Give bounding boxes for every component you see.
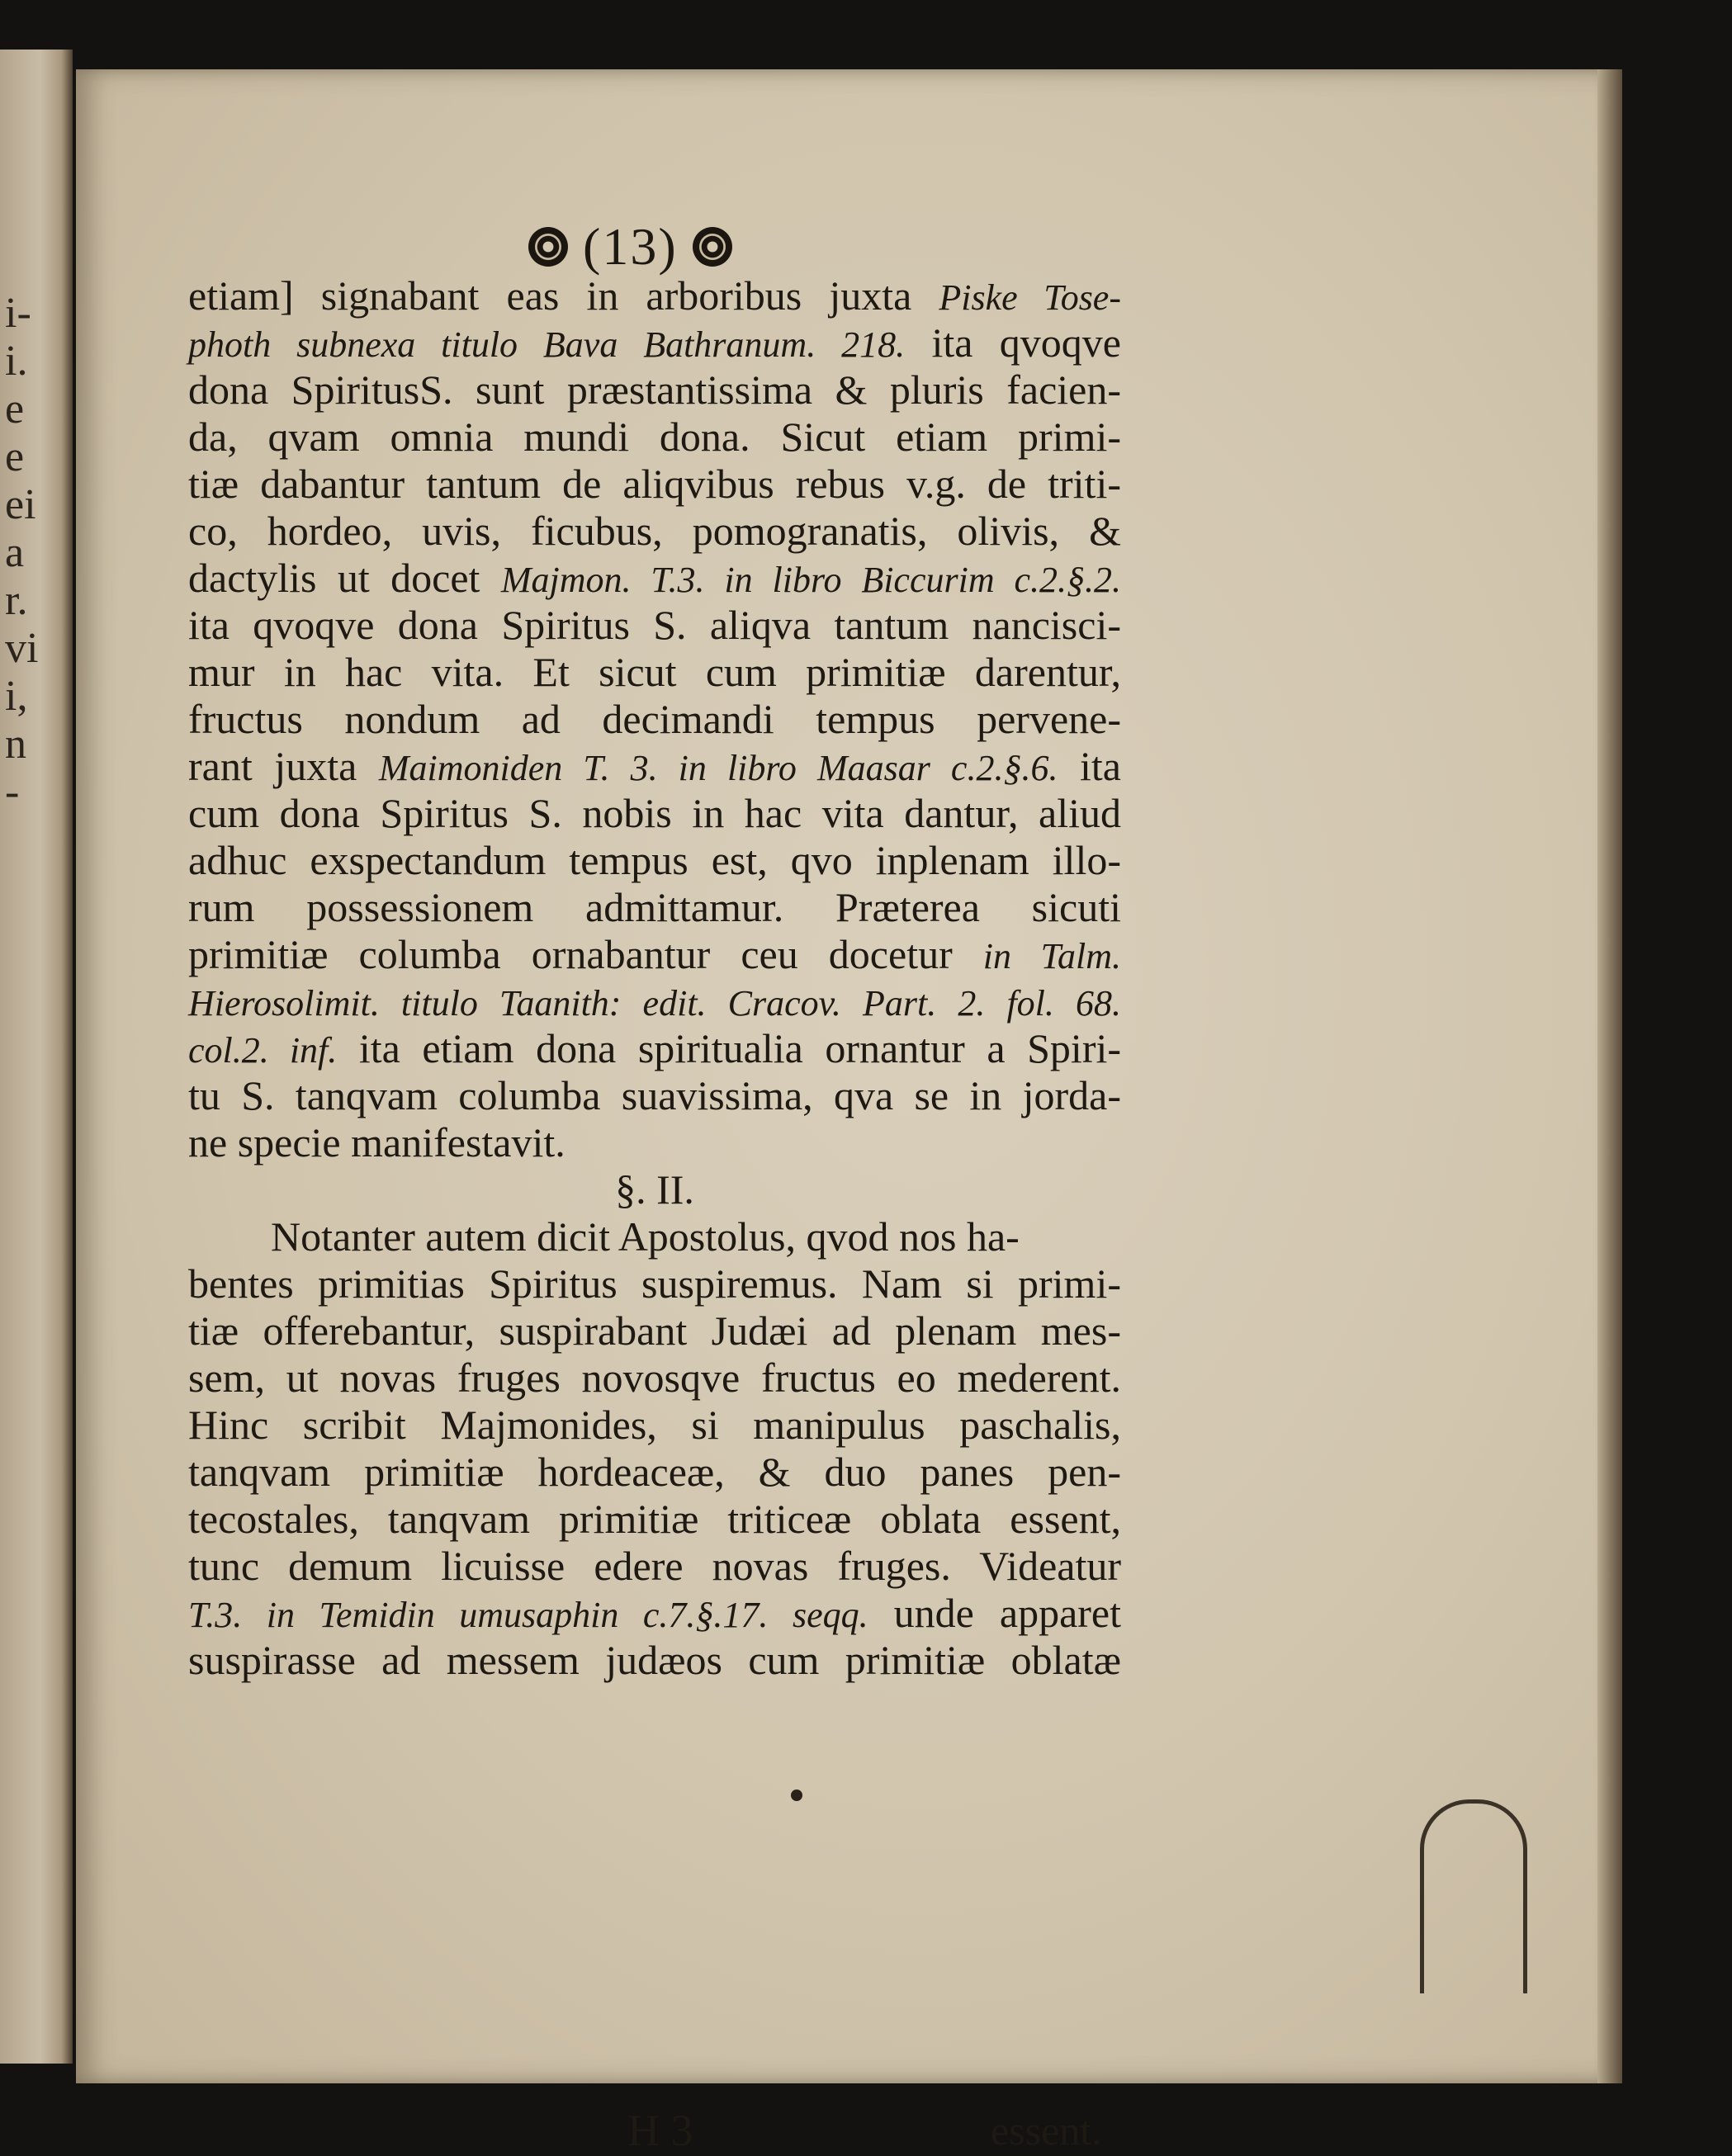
text-line — [188, 461, 1121, 508]
line-text: tunc demum licuisse edere novas fruges. Videatur — [188, 1543, 1121, 1589]
line-text: bentes primitias Spiritus suspiremus. Nam si primi- — [188, 1260, 1121, 1307]
citation-text: Hierosolimit. titulo Taanith: edit. Cracov. Part. 2. fol. 68. — [188, 983, 1121, 1024]
facing-page-fragment: vi — [5, 625, 39, 672]
text-line — [188, 1355, 1121, 1402]
page-header — [528, 216, 732, 277]
line-text: co, hordeo, uvis, ficubus, pomogranatis, olivis, & — [188, 508, 1121, 554]
facing-page-fragment: ei — [5, 481, 36, 528]
line-text: ita qvoqve — [905, 319, 1121, 366]
section-heading — [188, 1166, 1121, 1213]
facing-page-edge — [0, 50, 73, 2064]
text-line — [188, 508, 1121, 555]
line-text: tiæ offerebantur, suspirabant Judæi ad plenam mes- — [188, 1307, 1121, 1354]
facing-page-fragment: n — [5, 721, 26, 768]
citation-text: Piske Tose- — [939, 277, 1121, 318]
text-line — [188, 837, 1121, 884]
line-text: rant juxta — [188, 743, 379, 789]
text-line — [188, 649, 1121, 696]
catchword: essent. — [991, 2107, 1102, 2154]
line-text: tecostales, tanqvam primitiæ triticeæ oblata essent, — [188, 1496, 1121, 1542]
text-line — [188, 931, 1121, 978]
facing-page-fragment: i- — [5, 290, 31, 337]
text-line — [188, 696, 1121, 743]
text-line — [188, 1402, 1121, 1449]
text-line — [188, 790, 1121, 837]
ink-spot — [791, 1790, 802, 1801]
text-line — [188, 366, 1121, 414]
line-text: dactylis ut docet — [188, 555, 501, 601]
citation-text: in Talm. — [982, 936, 1122, 976]
page-number: (13) — [583, 217, 678, 276]
line-text: suspirasse ad messem judæos cum primitiæ oblatæ — [188, 1637, 1121, 1683]
facing-page-fragment: r. — [5, 577, 28, 624]
text-line — [188, 1449, 1121, 1496]
text-line — [188, 1543, 1121, 1590]
signature-mark: H 3 — [627, 2106, 693, 2155]
line-text: ita — [1058, 743, 1121, 789]
line-text: fructus nondum ad decimandi tempus pervene- — [188, 696, 1121, 742]
line-text: sem, ut novas fruges novosqve fructus eo mederent. — [188, 1355, 1121, 1401]
page-fore-edge — [1597, 69, 1622, 2083]
line-text: cum dona Spiritus S. nobis in hac vita dantur, aliud — [188, 790, 1121, 836]
text-line — [188, 1496, 1121, 1543]
line-text: tiæ dabantur tantum de aliqvibus rebus v.g. de triti- — [188, 461, 1121, 507]
facing-page-fragment: e — [5, 385, 25, 433]
line-text: dona SpiritusS. sunt præstantissima & pluris facien- — [188, 366, 1121, 413]
text-line — [188, 319, 1121, 366]
text-line — [188, 1025, 1121, 1072]
text-line — [188, 1590, 1121, 1637]
body-text — [188, 272, 1121, 1684]
line-text: mur in hac vita. Et sicut cum primitiæ darentur, — [188, 649, 1121, 695]
line-text: ne specie manifestavit. — [188, 1119, 566, 1165]
line-text: da, qvam omnia mundi dona. Sicut etiam primi- — [188, 414, 1121, 460]
line-text: rum possessionem admittamur. Præterea sicuti — [188, 884, 1121, 930]
text-line — [188, 1260, 1121, 1307]
line-text: §. II. — [615, 1166, 694, 1213]
line-text: primitiæ columba ornabantur ceu docetur — [188, 931, 983, 977]
line-text: Notanter autem dicit Apostolus, qvod nos ha- — [271, 1213, 1020, 1260]
facing-page-fragment: i. — [5, 338, 28, 385]
text-line — [188, 1637, 1121, 1684]
text-line — [188, 978, 1121, 1025]
text-line — [188, 1213, 1121, 1260]
text-line — [188, 743, 1121, 790]
text-line — [188, 1072, 1121, 1119]
text-line — [188, 272, 1121, 319]
ornament-right-icon — [693, 227, 732, 267]
line-text: tu S. tanqvam columba suavissima, qva se in jorda- — [188, 1072, 1121, 1118]
citation-text: photh subnexa titulo Bava Bathranum. 218. — [188, 324, 906, 365]
citation-text: Maimoniden T. 3. in libro Maasar c.2.§.6. — [378, 748, 1058, 788]
line-text: Hinc scribit Majmonides, si manipulus paschalis, — [188, 1402, 1121, 1448]
line-text: tanqvam primitiæ hordeaceæ, & duo panes pen- — [188, 1449, 1121, 1495]
text-line — [188, 884, 1121, 931]
facing-page-fragment: a — [5, 529, 25, 576]
text-line — [188, 602, 1121, 649]
citation-text: T.3. in Temidin umusaphin c.7.§.17. seqq. — [188, 1595, 868, 1635]
facing-page-fragment: e — [5, 433, 25, 480]
ornament-left-icon — [528, 227, 568, 267]
line-text: adhuc exspectandum tempus est, qvo inplenam illo- — [188, 837, 1121, 883]
page-clip — [1420, 1799, 1527, 1993]
line-text: ita etiam dona spiritualia ornantur a Spiri- — [337, 1025, 1122, 1071]
line-text: etiam] signabant eas in arboribus juxta — [188, 272, 939, 319]
line-text: ita qvoqve dona Spiritus S. aliqva tantum nancisci- — [188, 602, 1121, 648]
citation-text: col.2. inf. — [188, 1030, 338, 1071]
text-line — [188, 1307, 1121, 1355]
line-text: unde apparet — [868, 1590, 1122, 1636]
facing-page-fragment: - — [5, 768, 20, 816]
text-line — [188, 414, 1121, 461]
text-line — [188, 1119, 1121, 1166]
citation-text: Majmon. T.3. in libro Biccurim c.2.§.2. — [500, 560, 1122, 600]
facing-page-fragment: i, — [5, 673, 28, 720]
text-line — [188, 555, 1121, 602]
